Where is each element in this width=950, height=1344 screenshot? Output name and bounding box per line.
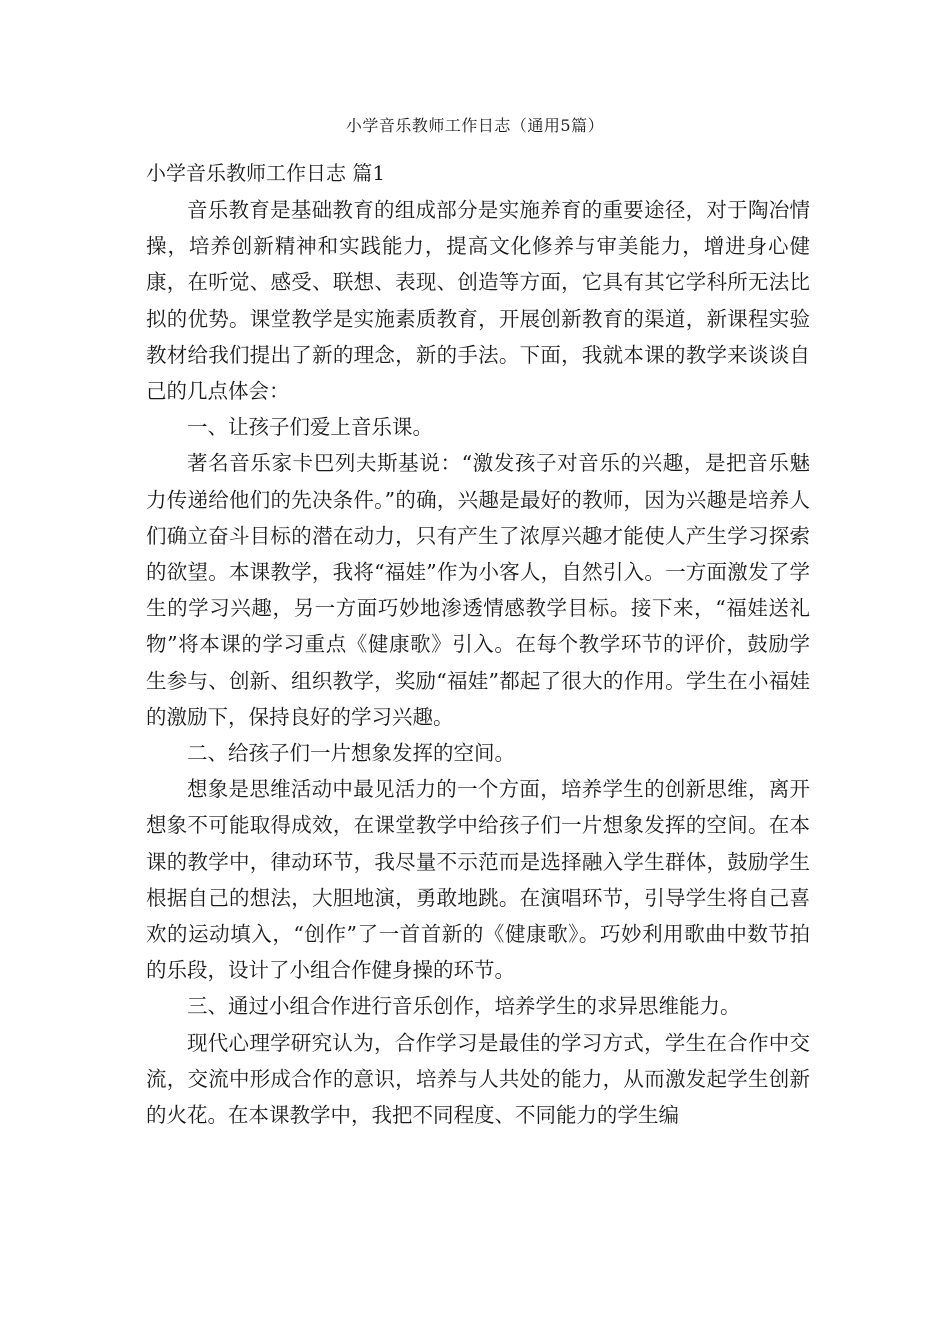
section-heading: 小学音乐教师工作日志 篇1 (146, 161, 386, 185)
subheading-2: 二、给孩子们一片想象发挥的空间。 (187, 741, 515, 766)
paragraph-3: 现代心理学研究认为，合作学习是最佳的学习方式，学生在合作中交流，交流中形成合作的意识，培养与人共处的能力，从而激发起学生创新的火花。在本课教学中，我把不同程度、不同能力的学生编 (146, 1030, 810, 1128)
subheading-1: 一、让孩子们爱上音乐课。 (187, 415, 433, 440)
document-body (146, 154, 810, 1133)
paragraph-1: 著名音乐家卡巴列夫斯基说：“激发孩子对音乐的兴趣，是把音乐魅力传递给他们的先决条件。”的确，兴趣是最好的教师，因为兴趣是培养人们确立奋斗目标的潜在动力，只有产生了浓厚兴趣才能使人产生学习探索的欲望。本课教学，我将“福娃”作为小客人，自然引入。一方面激发了学生的学习兴趣，另一方面巧妙地渗透情感教学目标。接下来，“福娃送礼物”将本课的学习重点《健康歌》引入。在每个教学环节的评价，鼓励学生参与、创新、组织教学，奖励“福娃”都起了很大的作用。学生在小福娃的激励下，保持良好的学习兴趣。 (146, 451, 810, 729)
document-title: 小学音乐教师工作日志（通用5篇） (345, 116, 605, 135)
paragraph-intro: 音乐教育是基础教育的组成部分是实施养育的重要途径，对于陶冶情操，培养创新精神和实践能力，提高文化修养与审美能力，增进身心健康，在听觉、感受、联想、表现、创造等方面，它具有其它学科所无法比拟的优势。课堂教学是实施素质教育，开展创新教育的渠道，新课程实验教材给我们提出了新的理念，新的手法。下面，我就本课的教学来谈谈自己的几点体会： (146, 198, 810, 404)
paragraph-2: 想象是思维活动中最见活力的一个方面，培养学生的创新思维，离开想象不可能取得成效，在课堂教学中给孩子们一片想象发挥的空间。在本课的教学中，律动环节，我尽量不示范而是选择融入学生群体，鼓励学生根据自己的想法，大胆地演，勇敢地跳。在演唱环节，引导学生将自己喜欢的运动填入，“创作”了一首首新的《健康歌》。巧妙利用歌曲中数节拍的乐段，设计了小组合作健身操的环节。 (146, 777, 810, 983)
subheading-3: 三、通过小组合作进行音乐创作，培养学生的求异思维能力。 (187, 994, 741, 1019)
